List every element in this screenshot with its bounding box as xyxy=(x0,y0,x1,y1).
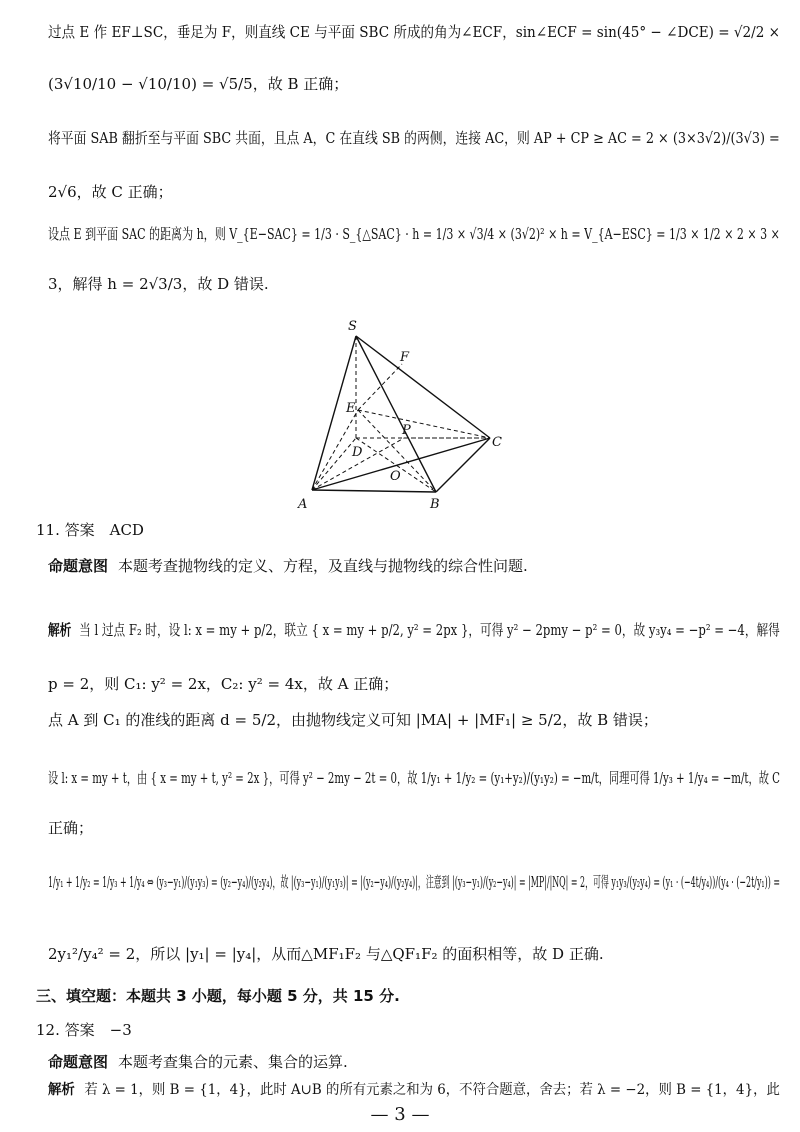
line-3: 将平面 SAB 翻折至与平面 SBC 共面，且点 A，C 在直线 SB 的两侧，连接 AC，则 AP + CP ≥ AC = 2 × (3×3√2)/(3√3) = xyxy=(48,129,780,147)
line-2: (3√10/10 − √10/10) = √5/5，故 B 正确； xyxy=(48,75,349,93)
intent-label: 命题意图 xyxy=(48,557,109,575)
line-1: 过点 E 作 EF⊥SC，垂足为 F，则直线 CE 与平面 SBC 所成的角为∠ECF，sin∠ECF = sin(45° − ∠DCE) = √2/2 × xyxy=(48,23,780,41)
intent-text: 本题考查集合的元素、集合的运算. xyxy=(118,1053,348,1071)
edge-AB xyxy=(312,490,436,492)
pyramid-figure xyxy=(290,314,530,514)
line-6: 3，解得 h = 2√3/3，故 D 错误. xyxy=(48,275,269,293)
label-D: D xyxy=(352,445,363,460)
q11-analysis-6: 1/y₁ + 1/y₂ = 1/y₃ + 1/y₄ ⇔ (y₃−y₁)/(y₁y₃) = (y₂−y₄)/(y₂y₄)，故 |(y₃−y₁)/(y₁y₃)| = |(y₂−y₄)/(y₂y₄)|，注意到 |(y₃−y₁)/(y₂−y₄)| = |MP|/|NQ| = 2，可得 y₁y₃/(y₂y₄) = (y₁ · (−4t/y₄))/(y₄ · (−2t/y₁)) = xyxy=(48,873,780,891)
q11-analysis-2: p = 2，则 C₁: y² = 2x，C₂: y² = 4x，故 A 正确； xyxy=(48,675,399,693)
intent-text: 本题考查抛物线的定义、方程，及直线与抛物线的综合性问题. xyxy=(118,557,528,575)
q11-analysis-3: 点 A 到 C₁ 的准线的距离 d = 5/2，由抛物线定义可知 |MA| + |MF₁| ≥ 5/2，故 B 错误； xyxy=(48,711,658,729)
segment-EF xyxy=(358,364,402,410)
label-E: E xyxy=(346,401,356,416)
label-O: O xyxy=(390,469,401,484)
edge-AD xyxy=(312,438,356,490)
q12-intent xyxy=(48,1052,348,1072)
label-P: P xyxy=(402,423,411,438)
segment-EC xyxy=(358,410,490,438)
q11-analysis-7: 2y₁²/y₄² = 2，所以 |y₁| = |y₄|，从而△MF₁F₂ 与△QF₁F₂ 的面积相等，故 D 正确. xyxy=(48,945,604,963)
label-F: F xyxy=(400,350,410,365)
line-4: 2√6，故 C 正确； xyxy=(48,183,173,201)
q11-analysis-5: 正确； xyxy=(48,819,94,837)
q11-answer: 11. 答案 ACD xyxy=(36,521,144,539)
label-S: S xyxy=(348,319,357,334)
q11-analysis-4: 设 l: x = my + t，由 { x = my + t, y² = 2x }，可得 y² − 2my − 2t = 0，故 1/y₁ + 1/y₂ = (y₁+y₂)/(y₁y₂) = −m/t，同理可得 1/y₃ + 1/y₄ = −m/t，故 C xyxy=(48,769,780,787)
line-5: 设点 E 到平面 SAC 的距离为 h，则 V_{E−SAC} = 1/3 · S_{△SAC} · h = 1/3 × √3/4 × (3√2)² × h = V_{A−ESC} = 1/3 × 1/2 × 2 × 3 × xyxy=(48,225,780,243)
label-B: B xyxy=(430,497,440,512)
analysis-text: 当 l 过点 F₂ 时，设 l: x = my + p/2，联立 { x = my + p/2, y² = 2px }，可得 y² − 2pmy − p² = 0，故 y₃y₄ = −p² = −4，解得 xyxy=(79,621,780,639)
label-C: C xyxy=(492,435,502,450)
q11-intent xyxy=(48,556,528,576)
edge-SC xyxy=(356,336,490,438)
analysis-label: 解析 xyxy=(48,621,72,639)
q12-answer: 12. 答案 −3 xyxy=(36,1021,132,1039)
section-3-heading: 三、填空题：本题共 3 小题，每小题 5 分，共 15 分. xyxy=(36,987,400,1005)
q12-analysis-1 xyxy=(48,1080,780,1100)
page-number: — 3 — xyxy=(370,1104,430,1125)
analysis-label: 解析 xyxy=(48,1082,75,1098)
label-A: A xyxy=(298,497,308,512)
analysis-text: 若 λ = 1，则 B = {1，4}，此时 A∪B 的所有元素之和为 6，不符合题意，舍去；若 λ = −2，则 B = {1，4}，此 xyxy=(84,1082,780,1098)
q11-analysis-1 xyxy=(48,620,780,640)
intent-label: 命题意图 xyxy=(48,1053,109,1071)
